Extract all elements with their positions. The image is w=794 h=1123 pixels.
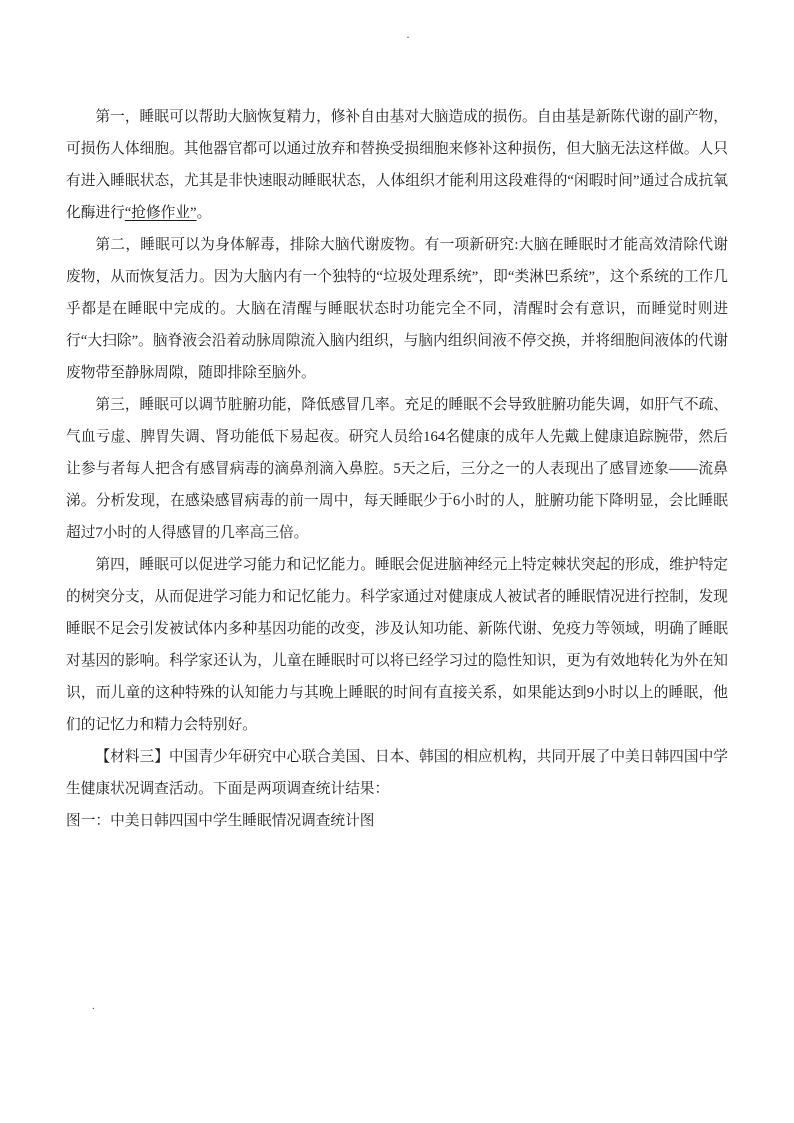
paragraph-text: 。 xyxy=(196,205,212,221)
paragraph-sleep-learning-memory: 第四，睡眠可以促进学习能力和记忆能力。睡眠会促进脑神经元上特定棘状突起的形成，维护特定的树突分支，从而促进学习能力和记忆能力。科学家通过对健康成人被试者的睡眠情况进行控制，发现睡眠不足会引发被试体内多种基因功能的改变，涉及认知功能、新陈代谢、免疫力等领域，明确了睡眠对基因的影响。科学家还认为，儿童在睡眠时可以将已经学习过的隐性知识，更为有效地转化为外在知识，而儿童的这种特殊的认知能力与其晚上睡眠的时间有直接关系，如果能达到9小时以上的睡眠，他们的记忆力和精力会特别好。 xyxy=(66,557,728,733)
paragraph-material-three-intro: 【材料三】中国青少年研究中心联合美国、日本、韩国的相应机构，共同开展了中美日韩四国中学生健康状况调查活动。下面是两项调查统计结果： xyxy=(66,749,728,797)
paragraph-sleep-organ-function: 第三，睡眠可以调节脏腑功能，降低感冒几率。充足的睡眠不会导致脏腑功能失调，如肝气不疏、气血亏虚、脾胃失调、肾功能低下易起夜。研究人员给164名健康的成年人先戴上健康追踪腕带，然后让参与者每人把含有感冒病毒的滴鼻剂滴入鼻腔。5天之后，三分之一的人表现出了感冒迹象——流鼻涕。分析发现，在感染感冒病毒的前一周中，每天睡眠少于6小时的人，脏腑功能下降明显，会比睡眠超过7小时的人得感冒的几率高三倍。 xyxy=(66,397,728,541)
underlined-phrase: “抢修作业” xyxy=(124,205,197,221)
paragraph-text: 第一，睡眠可以帮助大脑恢复精力，修补自由基对大脑造成的损伤。自由基是新陈代谢的副产物，可损伤人体细胞。其他器官都可以通过放弃和替换受损细胞来修补这种损伤，但大脑无法这样做。人只有进入睡眠状态，尤其是非快速眼动睡眠状态，人体组织才能利用这段难得的“闲暇时间”通过合成抗氧化酶进行 xyxy=(66,109,728,221)
paragraph-sleep-detox: 第二，睡眠可以为身体解毒，排除大脑代谢废物。有一项新研究:大脑在睡眠时才能高效清除代谢废物，从而恢复活力。因为大脑内有一个独特的“垃圾处理系统”，即“类淋巴系统”，这个系统的工作几乎都是在睡眠中完成的。大脑在清醒与睡眠状态时功能完全不同，清醒时会有意识，而睡觉时则进行“大扫除”。脑脊液会沿着动脉周隙流入脑内组织，与脑内组织间液不停交换，并将细胞间液体的代谢废物带至静脉周隙，随即排除至脑外。 xyxy=(66,237,728,381)
bottom-dot-mark: . xyxy=(92,1000,95,1012)
figure-caption: 图一：中美日韩四国中学生睡眠情况调查统计图 xyxy=(66,813,375,829)
document-body xyxy=(66,101,728,837)
top-dot-mark: · xyxy=(406,30,410,44)
paragraph-sleep-restores-brain xyxy=(66,101,728,229)
